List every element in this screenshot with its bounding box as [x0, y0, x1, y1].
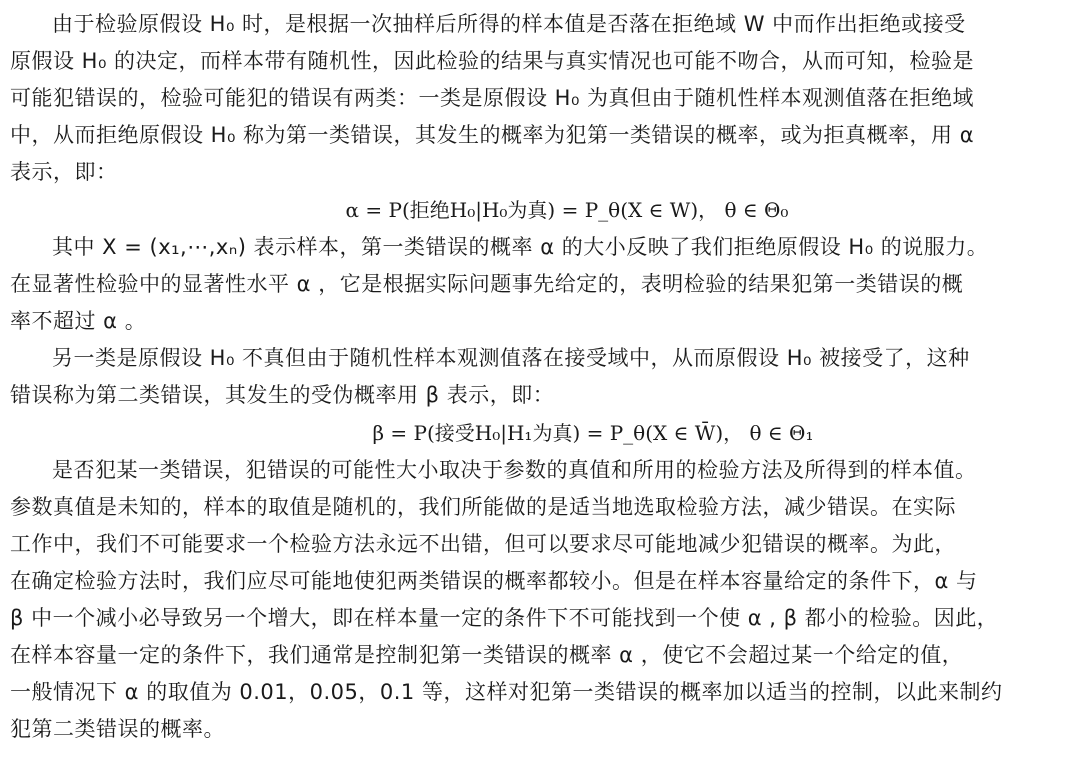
- text-line: 参数真值是未知的，样本的取值是随机的，我们所能做的是适当地选取检验方法，减少错误。在实际: [10, 495, 956, 519]
- text-line: 在样本容量一定的条件下，我们通常是控制犯第一类错误的概率 α ，使它不会超过某一个给定的值，: [10, 643, 964, 667]
- text-line: 其中 X = (x₁,⋯,xₙ) 表示样本，第一类错误的概率 α 的大小反映了我们拒绝原假设 H₀ 的说服力。: [52, 235, 989, 259]
- text-line: 原假设 H₀ 的决定，而样本带有随机性，因此检验的结果与真实情况也可能不吻合，从而可知，检验是: [10, 49, 975, 73]
- text-line: 犯第二类错误的概率。: [10, 717, 225, 741]
- text-line: 可能犯错误的，检验可能犯的错误有两类：一类是原假设 H₀ 为真但由于随机性样本观测值落在拒绝域: [10, 86, 975, 110]
- text-line: 由于检验原假设 H₀ 时，是根据一次抽样后所得的样本值是否落在拒绝域 W 中而作出拒绝或接受: [52, 12, 966, 36]
- paragraph-1: [10, 6, 1078, 191]
- text-line: 是否犯某一类错误，犯错误的可能性大小取决于参数的真值和所用的检验方法及所得到的样本值。: [52, 458, 977, 482]
- text-line: 表示，即：: [10, 160, 118, 184]
- text-line: 中，从而拒绝原假设 H₀ 称为第一类错误，其发生的概率为犯第一类错误的概率，或为拒真概率，用 α: [10, 123, 975, 147]
- text-line: 率不超过 α 。: [10, 309, 147, 333]
- paragraph-3: [10, 340, 1078, 414]
- text-line: 在显著性检验中的显著性水平 α ，它是根据实际问题事先给定的，表明检验的结果犯第一类错误的概: [10, 272, 964, 296]
- text-line: 错误称为第二类错误，其发生的受伪概率用 β 表示，即：: [10, 383, 555, 407]
- formula-beta: β = P(接受H₀|H₁为真) = P_θ(X ∈ W̄)， θ ∈ Θ₁: [372, 421, 814, 445]
- text-line: 工作中，我们不可能要求一个检验方法永远不出错，但可以要求尽可能地减少犯错误的概率。为此，: [10, 532, 956, 556]
- paragraph-2: [10, 229, 1078, 340]
- text-line: 在确定检验方法时，我们应尽可能地使犯两类错误的概率都较小。但是在样本容量给定的条件下，α 与: [10, 569, 978, 593]
- text-line: β 中一个减小必导致另一个增大，即在样本量一定的条件下不可能找到一个使 α , β 都小的检验。因此，: [10, 606, 999, 630]
- text-line: 一般情况下 α 的取值为 0.01，0.05，0.1 等，这样对犯第一类错误的概率加以适当的控制，以此来制约: [10, 680, 1003, 704]
- paragraph-4: [10, 452, 1078, 748]
- text-line: 另一类是原假设 H₀ 不真但由于随机性样本观测值落在接受域中，从而原假设 H₀ 被接受了，这种: [52, 346, 970, 370]
- formula-alpha: α = P(拒绝H₀|H₀为真) = P_θ(X ∈ W)， θ ∈ Θ₀: [345, 198, 789, 222]
